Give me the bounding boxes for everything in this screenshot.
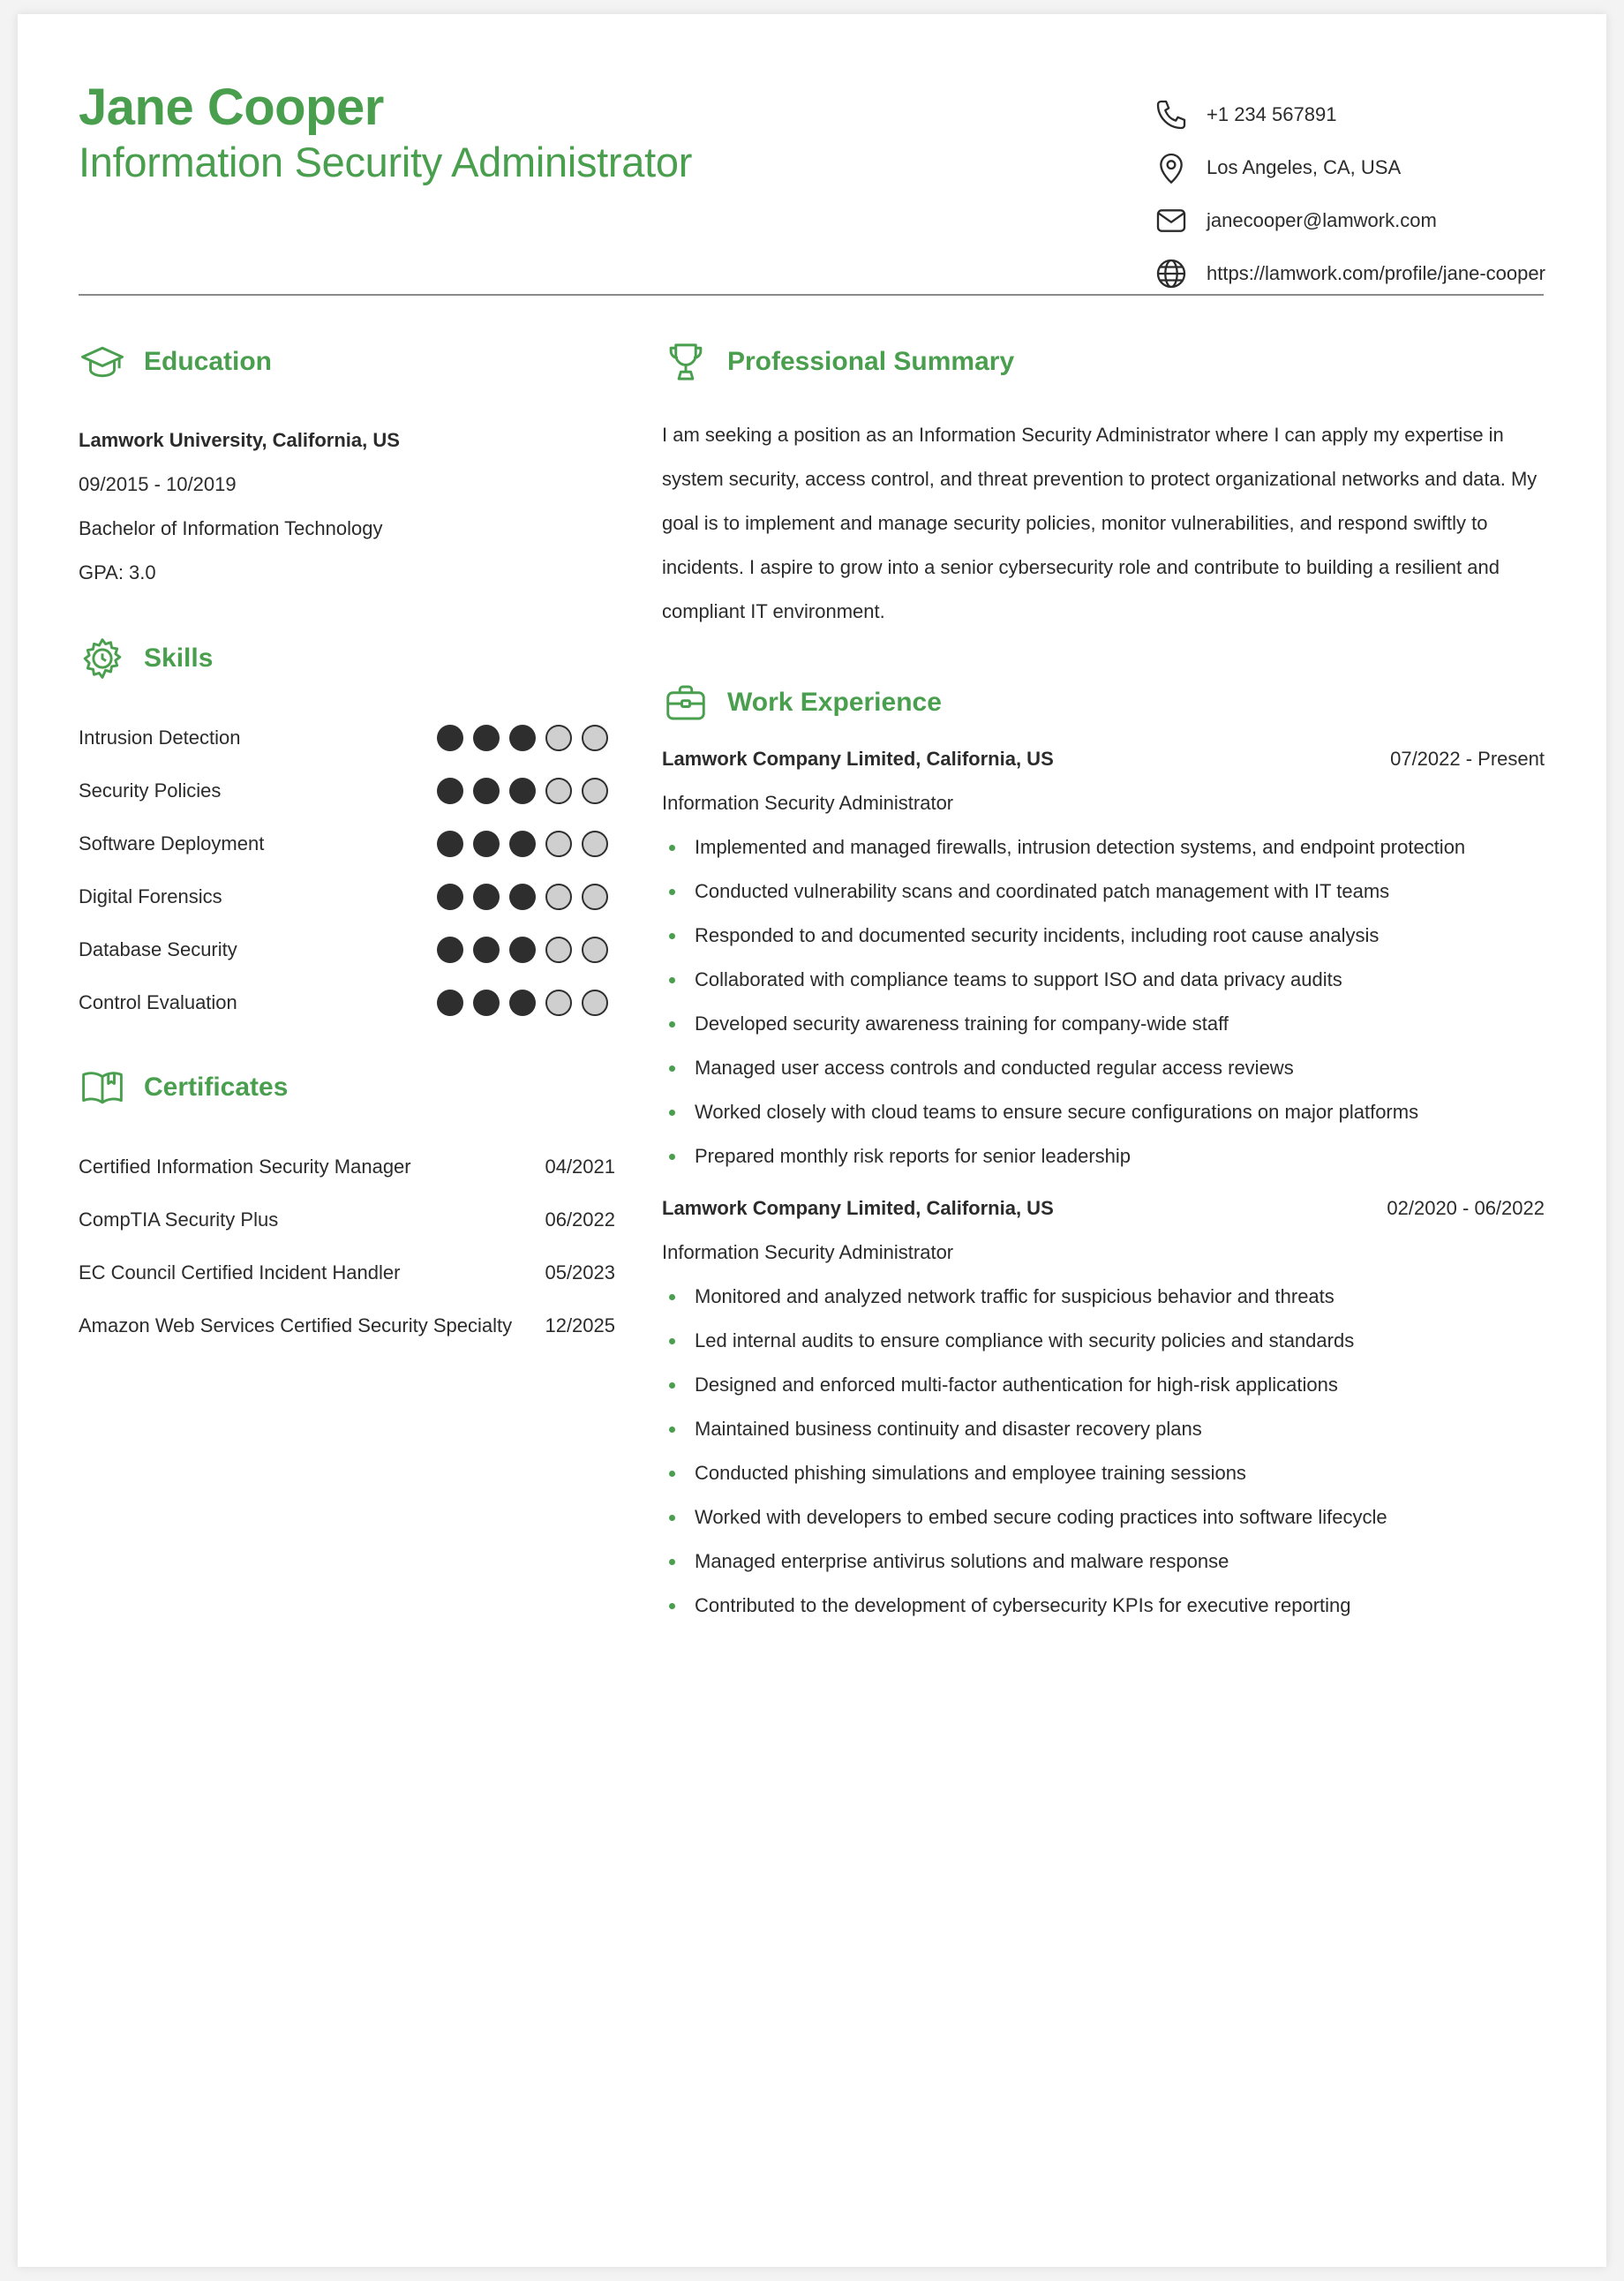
graduation-cap-icon [79,338,126,386]
certificate-name: Certified Information Security Manager [79,1156,411,1178]
rating-dot-filled [473,778,500,804]
job-dates: 07/2022 - Present [1390,748,1545,770]
certificate-date: 04/2021 [545,1156,615,1178]
certificate-row [79,1193,615,1246]
education-gpa: GPA: 3.0 [79,561,156,583]
certificate-date: 05/2023 [545,1261,615,1284]
location-text: Los Angeles, CA, USA [1207,156,1402,178]
job-entry [662,1186,1545,1628]
certificates-heading [79,1064,288,1111]
skill-label: Software Deployment [79,832,265,854]
summary-text: I am seeking a position as an Information Security Administrator where I can apply my expertise in system security, access control, and threat prevention to protect organizational networks and data. My goal is to implement and manage security policies, monitor vulnerabilities, and respond swiftly to incidents. I aspire to grow into a senior cybersecurity role and contribute to building a resilient and compliant IT environment. [662,424,1538,622]
globe-icon [1154,256,1189,291]
job-bullet: Worked with developers to embed secure coding practices into software lifecycle [662,1495,1545,1539]
education-school: Lamwork University, California, US [79,429,400,451]
job-bullet: Prepared monthly risk reports for senior leadership [662,1134,1545,1178]
rating-dot-empty [582,831,608,857]
trophy-icon [662,338,710,386]
certificate-name: EC Council Certified Incident Handler [79,1261,401,1284]
rating-dot-filled [509,990,536,1016]
rating-dot-filled [437,778,463,804]
skill-row [79,764,608,817]
rating-dot-empty [545,937,572,963]
rating-dot-filled [437,990,463,1016]
rating-dot-filled [437,831,463,857]
education-heading [79,338,272,386]
certificate-row [79,1140,615,1193]
job-bullet: Managed user access controls and conducted regular access reviews [662,1046,1545,1090]
education-degree: Bachelor of Information Technology [79,517,383,539]
job-header [662,1186,1545,1231]
job-bullet: Implemented and managed firewalls, intrusion detection systems, and endpoint protection [662,825,1545,869]
skill-label: Digital Forensics [79,885,222,907]
rating-dot-empty [582,990,608,1016]
rating-dot-filled [509,937,536,963]
job-bullet: Designed and enforced multi-factor authentication for high-risk applications [662,1363,1545,1407]
job-dates: 02/2020 - 06/2022 [1387,1197,1545,1219]
skill-label: Database Security [79,938,237,960]
website-text: https://lamwork.com/profile/jane-cooper [1207,262,1545,284]
contact-email [1154,194,1545,247]
job-bullet: Collaborated with compliance teams to support ISO and data privacy audits [662,958,1545,1002]
candidate-name: Jane Cooper [79,79,384,136]
summary-title: Professional Summary [727,347,1015,376]
skill-rating [437,937,608,963]
phone-text: +1 234 567891 [1207,103,1337,125]
skill-row [79,923,608,976]
rating-dot-filled [509,778,536,804]
skill-rating [437,990,608,1016]
rating-dot-filled [509,831,536,857]
rating-dot-empty [582,884,608,910]
rating-dot-filled [509,725,536,751]
rating-dot-filled [509,884,536,910]
certificates-list [79,1140,615,1352]
skill-rating [437,725,608,751]
rating-dot-filled [437,725,463,751]
rating-dot-filled [473,831,500,857]
job-bullet: Managed enterprise antivirus solutions and malware response [662,1539,1545,1584]
skill-label: Control Evaluation [79,991,237,1013]
rating-dot-filled [437,937,463,963]
job-bullet: Developed security awareness training for company-wide staff [662,1002,1545,1046]
summary-heading [662,338,1014,386]
job-company: Lamwork Company Limited, California, US [662,748,1054,770]
certificate-date: 06/2022 [545,1208,615,1231]
job-bullet: Conducted phishing simulations and employee training sessions [662,1451,1545,1495]
job-bullet: Maintained business continuity and disaster recovery plans [662,1407,1545,1451]
certificate-name: CompTIA Security Plus [79,1208,279,1231]
rating-dot-filled [437,884,463,910]
job-bullets [662,825,1545,1178]
experience-title: Work Experience [727,688,942,717]
resume-page [18,14,1606,2267]
rating-dot-empty [582,725,608,751]
rating-dot-empty [545,884,572,910]
rating-dot-empty [545,725,572,751]
gear-clock-icon [79,635,126,682]
open-book-icon [79,1064,126,1111]
contact-website [1154,247,1545,300]
skill-row [79,817,608,870]
education-dates: 09/2015 - 10/2019 [79,473,237,495]
rating-dot-empty [545,831,572,857]
skill-rating [437,884,608,910]
job-bullet: Monitored and analyzed network traffic for suspicious behavior and threats [662,1275,1545,1319]
job-bullet: Responded to and documented security incidents, including root cause analysis [662,914,1545,958]
rating-dot-empty [582,778,608,804]
certificate-row [79,1246,615,1299]
rating-dot-empty [545,778,572,804]
certificate-name: Amazon Web Services Certified Security Specialty [79,1314,513,1336]
job-company: Lamwork Company Limited, California, US [662,1197,1054,1219]
contact-block [1154,88,1545,300]
certificates-title: Certificates [144,1073,289,1102]
job-header [662,737,1545,781]
rating-dot-filled [473,725,500,751]
briefcase-icon [662,679,710,726]
job-bullet: Contributed to the development of cybersecurity KPIs for executive reporting [662,1584,1545,1628]
skills-title: Skills [144,644,214,673]
certificate-row [79,1299,615,1352]
job-role: Information Security Administrator [662,1241,954,1263]
rating-dot-empty [545,990,572,1016]
candidate-title: Information Security Administrator [79,139,693,185]
mail-icon [1154,203,1189,238]
contact-location [1154,141,1545,194]
header-divider [79,294,1544,296]
education-title: Education [144,347,273,376]
rating-dot-empty [582,937,608,963]
job-role: Information Security Administrator [662,792,954,814]
skills-heading [79,635,213,682]
skill-row [79,870,608,923]
job-bullet: Led internal audits to ensure compliance with security policies and standards [662,1319,1545,1363]
skill-rating [437,831,608,857]
skill-label: Security Policies [79,779,222,802]
experience-heading [662,679,942,726]
certificate-date: 12/2025 [545,1314,615,1336]
location-pin-icon [1154,150,1189,185]
skill-rating [437,778,608,804]
job-bullet: Worked closely with cloud teams to ensure secure configurations on major platforms [662,1090,1545,1134]
phone-icon [1154,97,1189,132]
rating-dot-filled [473,884,500,910]
job-bullets [662,1275,1545,1628]
skills-list [79,711,608,1029]
skill-label: Intrusion Detection [79,726,241,749]
contact-phone [1154,88,1545,141]
job-bullet: Conducted vulnerability scans and coordinated patch management with IT teams [662,869,1545,914]
skill-row [79,711,608,764]
rating-dot-filled [473,937,500,963]
email-text: janecooper@lamwork.com [1207,209,1437,231]
rating-dot-filled [473,990,500,1016]
skill-row [79,976,608,1029]
job-entry [662,737,1545,1178]
